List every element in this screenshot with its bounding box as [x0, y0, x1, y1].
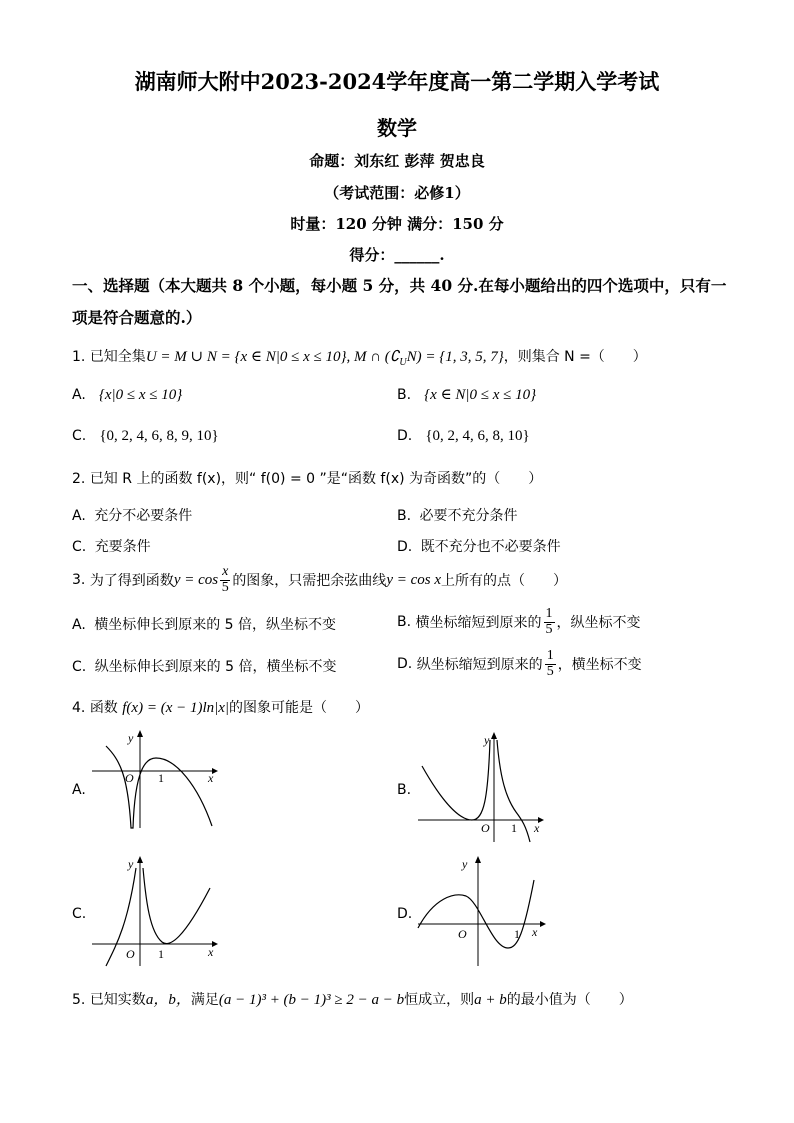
q2-option-d-text: 既不充分也不必要条件: [420, 539, 561, 555]
q5-prefix: 已知实数: [89, 992, 146, 1008]
q3-option-c: [72, 656, 337, 676]
q1-math2: N) = {1, 3, 5, 7}: [406, 349, 504, 365]
q3-func: y = cos: [173, 571, 219, 588]
q4-suffix: 的图象可能是（ ）: [229, 700, 370, 716]
q5-mid: 满足: [190, 992, 219, 1008]
origin-label: O: [481, 821, 490, 835]
q1-math: U = M ∪ N = {x ∈ N|0 ≤ x ≤ 10}, M ∩ (∁: [145, 349, 400, 365]
question-3: [72, 562, 567, 598]
exam-title: 湖南师大附中2023-2024学年度高一第二学期入学考试: [134, 69, 660, 94]
x-label: x: [532, 925, 538, 939]
y-axis-arrow: [137, 856, 143, 863]
q5-suffix: 的最小值为（ ）: [506, 992, 633, 1008]
q3-option-c-text: 纵坐标伸长到原来的 5 倍，横坐标不变: [94, 659, 337, 675]
q3-option-b-post: ，纵坐标不变: [556, 615, 641, 631]
q3-option-d-pre: 纵坐标缩短到原来的: [416, 657, 543, 673]
q3-option-b-num: 1: [545, 605, 553, 621]
q1-option-d-label: D.: [397, 428, 413, 444]
x-label: x: [208, 945, 214, 959]
question-5: [72, 988, 633, 1009]
q2-option-c-label: C.: [72, 539, 87, 555]
q4-graph-d: [414, 852, 546, 968]
subject-title: 数学: [377, 116, 417, 140]
q1-sub: U: [399, 356, 407, 368]
q3-option-d-num: 1: [546, 647, 554, 663]
score-field: 得分：______.: [349, 246, 445, 264]
q5-math2: a + b: [474, 992, 507, 1008]
one-label: 1: [158, 947, 164, 961]
y-label: y: [128, 731, 134, 745]
q1-option-a: [72, 384, 182, 404]
q1-option-c-label: C.: [72, 428, 87, 444]
q4-graph-b: [414, 728, 544, 844]
question-4: [72, 697, 369, 717]
one-label: 1: [511, 821, 517, 835]
q4-number: 4.: [72, 700, 86, 716]
q1-option-b: [397, 384, 536, 404]
y-axis-arrow: [475, 856, 481, 863]
q1-option-d-text: {0, 2, 4, 6, 8, 10}: [425, 428, 530, 444]
q1-option-a-text: {x|0 ≤ x ≤ 10}: [98, 387, 183, 403]
q2-number: 2.: [72, 471, 86, 487]
curve: [106, 746, 212, 828]
q3-option-b-label: B.: [397, 614, 412, 630]
q1-option-c-text: {0, 2, 4, 6, 8, 9, 10}: [99, 428, 219, 444]
q1-option-b-label: B.: [397, 387, 412, 403]
x-label: x: [534, 821, 540, 835]
section-heading-line2: 项是符合题意的.）: [72, 308, 202, 327]
q3-option-d: [397, 644, 642, 684]
q2-option-d: [397, 536, 561, 556]
q3-option-c-label: C.: [72, 659, 87, 675]
question-1: [72, 346, 647, 368]
q4-graph-a: [88, 728, 218, 830]
q1-option-b-text: {x ∈ N|0 ≤ x ≤ 10}: [424, 387, 537, 403]
one-label: 1: [158, 771, 164, 785]
origin-label: O: [458, 927, 467, 941]
q1-option-c: [72, 425, 219, 445]
q4-option-d-label: D.: [397, 906, 413, 922]
q1-number: 1.: [72, 349, 86, 365]
q5-math: (a − 1)³ + (b − 1)³ ≥ 2 − a − b: [218, 992, 405, 1008]
q2-option-b-text: 必要不充分条件: [419, 508, 518, 524]
q3-prefix: 为了得到函数: [89, 573, 174, 589]
q3-number: 3.: [72, 572, 86, 588]
q3-option-d-fraction: [545, 649, 556, 679]
q4-math: f(x) = (x − 1)ln|x|: [122, 700, 230, 716]
q3-option-b-den: 5: [545, 621, 553, 637]
q2-option-d-label: D.: [397, 539, 413, 555]
x-label: x: [208, 771, 214, 785]
q1-suffix: ，则集合 N =（ ）: [503, 349, 647, 365]
y-axis-arrow: [137, 730, 143, 737]
curve-left: [422, 740, 490, 820]
q3-curve: y = cos x: [386, 571, 441, 588]
q3-option-d-post: ，横坐标不变: [557, 657, 642, 673]
question-2: [72, 468, 542, 488]
q3-option-d-den: 5: [546, 663, 554, 679]
q3-mid: 的图象，只需把余弦曲线: [232, 573, 387, 589]
one-label: 1: [514, 927, 520, 941]
q4-option-b-label: B.: [397, 782, 412, 798]
q3-frac-den: 5: [221, 579, 229, 595]
origin-label: O: [126, 947, 135, 961]
q3-option-a-label: A.: [72, 617, 86, 633]
q1-option-a-label: A.: [72, 387, 86, 403]
q3-option-a-text: 横坐标伸长到原来的 5 倍，纵坐标不变: [94, 617, 337, 633]
q3-option-b-pre: 横坐标缩短到原来的: [415, 615, 542, 631]
scope-line: （考试范围：必修1）: [324, 184, 470, 202]
y-label: y: [484, 733, 490, 747]
q2-option-b: [397, 505, 518, 525]
q2-option-c-text: 充要条件: [94, 539, 151, 555]
origin-label: O: [125, 771, 134, 785]
q3-option-d-label: D.: [397, 656, 413, 672]
q3-option-b-fraction: [544, 607, 555, 637]
q1-option-d: [397, 425, 530, 445]
y-label: y: [462, 857, 468, 871]
q2-option-a: [72, 505, 192, 525]
authors-line: 命题：刘东红 彭萍 贺忠良: [309, 152, 485, 170]
q1-prefix: 已知全集: [89, 349, 146, 365]
q3-frac-num: x: [222, 563, 229, 579]
q2-option-c: [72, 536, 151, 556]
q4-option-a-label: A.: [72, 782, 86, 798]
q2-option-a-label: A.: [72, 508, 86, 524]
y-axis-arrow: [491, 732, 497, 739]
q2-text: 已知 R 上的函数 f(x)，则“ f(0) = 0 ”是“函数 f(x) 为奇函数”的（ ）: [89, 471, 543, 487]
q3-option-a: [72, 614, 336, 634]
q2-option-b-label: B.: [397, 508, 412, 524]
q5-vars: a，b，: [145, 992, 191, 1008]
y-label: y: [128, 857, 134, 871]
x-axis-arrow: [540, 921, 546, 927]
q5-mid2: 恒成立，则: [404, 992, 475, 1008]
q5-number: 5.: [72, 992, 86, 1008]
q3-fraction: [220, 565, 230, 595]
q4-graph-c: [88, 852, 218, 968]
section-heading-line1: 一、选择题（本大题共 8 个小题，每小题 5 分，共 40 分.在每小题给出的四个选项中，只有一: [72, 276, 727, 295]
q2-option-a-text: 充分不必要条件: [94, 508, 193, 524]
q3-option-b: [397, 602, 641, 642]
q3-suffix: 上所有的点（ ）: [441, 573, 567, 589]
q4-option-c-label: C.: [72, 906, 87, 922]
time-score-line: 时量：120 分钟 满分：150 分: [290, 215, 504, 233]
q4-prefix: 函数: [89, 700, 118, 716]
curve-right: [143, 868, 210, 944]
